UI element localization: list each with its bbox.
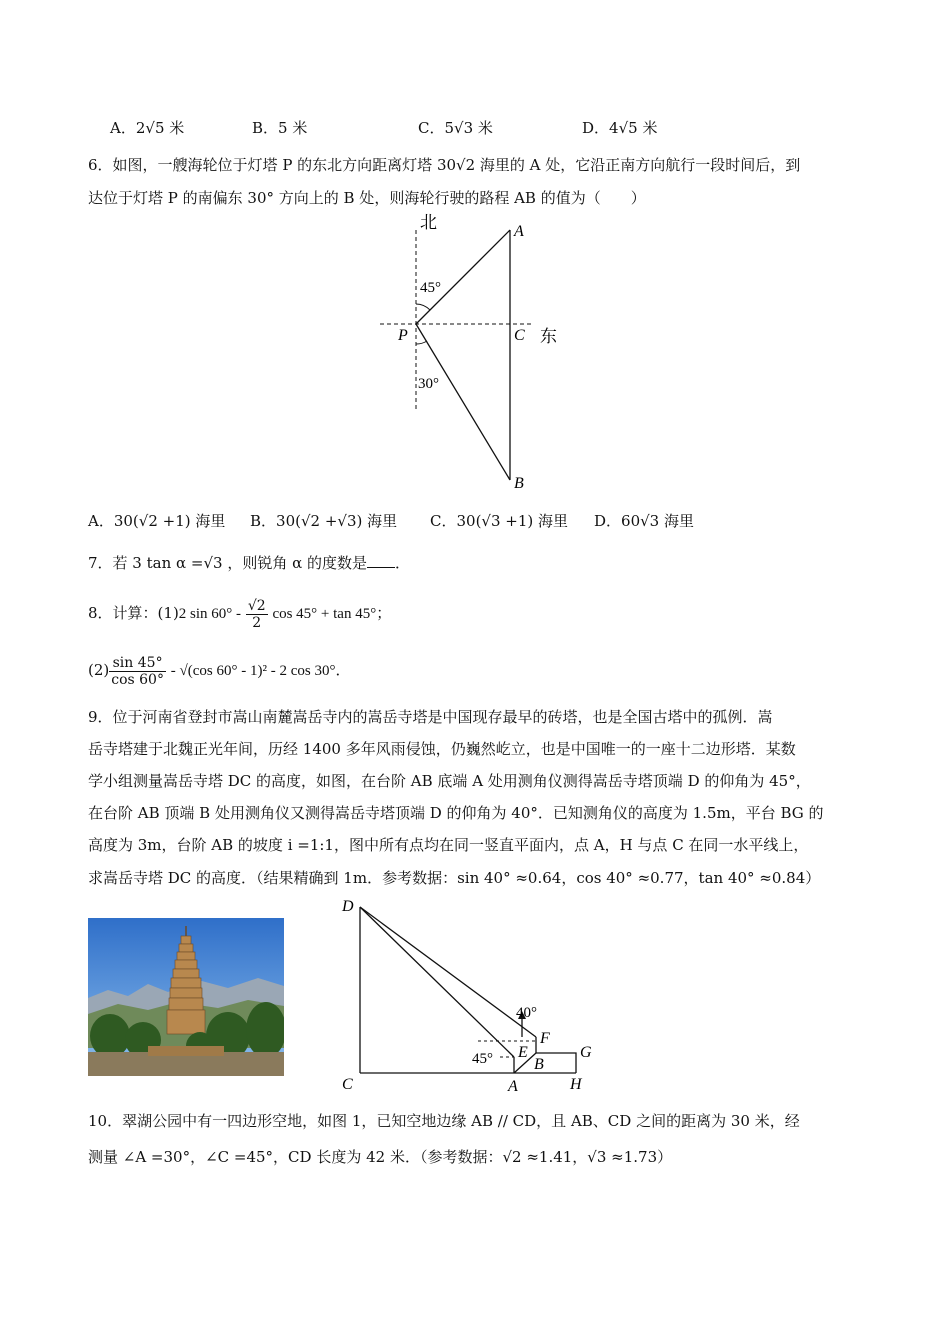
q9-angle-45: 45° [472,1051,493,1067]
q6-label-p: P [398,327,408,344]
q9-text-line1: 9．位于河南省登封市嵩山南麓嵩岳寺内的嵩岳寺塔是中国现存最早的砖塔，也是全国古塔中的孤例．嵩 [88,708,773,726]
q9-text-line3: 学小组测量嵩岳寺塔 DC 的高度，如图，在台阶 AB 底端 A 处用测角仪测得嵩岳寺塔顶端 D 的仰角为 45°， [88,772,811,790]
q9-text-line5: 高度为 3m，台阶 AB 的坡度 i =1:1，图中所有点均在同一竖直平面内，点 A，H 与点 C 在同一水平线上， [88,836,809,854]
q6-segment-pb [416,324,510,480]
q6-text-line2: 达位于灯塔 P 的南偏东 30° 方向上的 B 处，则海轮行驶的路程 AB 的值为（ ） [88,189,646,207]
q9-sight-fd [360,907,536,1037]
q6-label-c: C [514,327,525,344]
q9-text-line4: 在台阶 AB 顶端 B 处用测角仪又测得嵩岳寺塔顶端 D 的仰角为 40°．已知测角仪的高度为 1.5m，平台 BG 的 [88,804,824,822]
q6-angle-30: 30° [418,376,439,392]
q9-label-g: G [580,1044,592,1061]
q9-angle-40: 40° [516,1005,537,1021]
q6-option-b: B．30(√2 +√3) 海里 [250,512,398,530]
q8-fraction-sin-over-cos: $\frac{\sin 45^\circ}{\cos 60^\circ}$ [111,654,164,688]
q5-option-c: C．5√3 米 [418,119,493,137]
q9-label-d: D [342,898,354,915]
q6-figure [380,212,580,492]
q9-figure [338,895,600,1095]
q9-label-c: C [342,1076,353,1093]
q10-text-line1: 10．翠湖公园中有一四边形空地，如图 1，已知空地边缘 AB // CD，且 AB、CD 之间的距离为 30 米，经 [88,1112,800,1130]
q9-label-e: E [518,1044,528,1061]
q6-text-line1: 6．如图，一艘海轮位于灯塔 P 的东北方向距离灯塔 30√2 海里的 A 处，它沿正南方向航行一段时间后，到 [88,156,801,174]
q9-sight-ed [360,907,514,1057]
q6-label-b: B [514,475,524,492]
q6-option-a: A．30(√2 +1) 海里 [88,512,226,530]
q5-option-d: D．4√5 米 [582,119,658,137]
q9-label-f: F [540,1030,550,1047]
q9-label-b: B [534,1056,544,1073]
q6-angle-45: 45° [420,280,441,296]
q8-line2: (2) $\frac{\sin 45^\circ}{\cos 60^\circ}$ - √(cos 60° - 1)² - 2 cos 30°． [88,654,351,688]
q6-label-a: A [514,223,524,240]
q6-option-c: C．30(√3 +1) 海里 [430,512,569,530]
q8-line1: 8．计算：(1)2 sin 60° - $\frac{√2}{2}$ cos 45° + tan 45°； [88,597,392,631]
q9-text-line6: 求嵩岳寺塔 DC 的高度．（结果精确到 1m．参考数据：sin 40° ≈0.64，cos 40° ≈0.77，tan 40° ≈0.84） [88,869,821,887]
q7-answer-blank[interactable] [367,553,395,568]
q9-text-line2: 岳寺塔建于北魏正光年间，历经 1400 多年风雨侵蚀，仍巍然屹立，也是中国唯一的一座十二边形塔．某数 [88,740,796,758]
q6-label-east: 东 [540,327,557,346]
q10-text-line2: 测量 ∠A =30°，∠C =45°，CD 长度为 42 米．（参考数据：√2 ≈1.41，√3 ≈1.73） [88,1148,673,1166]
q6-arc-45 [416,304,430,310]
q8-fraction-sqrt2-over-2: $\frac{√2}{2}$ [247,597,266,631]
q6-option-d: D．60√3 海里 [594,512,694,530]
q5-option-b: B．5 米 [252,119,308,137]
q7-text: 7．若 3 tan α =√3 ，则锐角 α 的度数是 ． [88,554,411,572]
q9-label-a: A [508,1078,518,1095]
q6-arc-30 [416,341,427,344]
q6-label-north: 北 [420,213,437,232]
q5-option-a: A．2√5 米 [110,119,185,137]
q9-label-h: H [570,1076,582,1093]
pagoda-photo [88,918,284,1076]
